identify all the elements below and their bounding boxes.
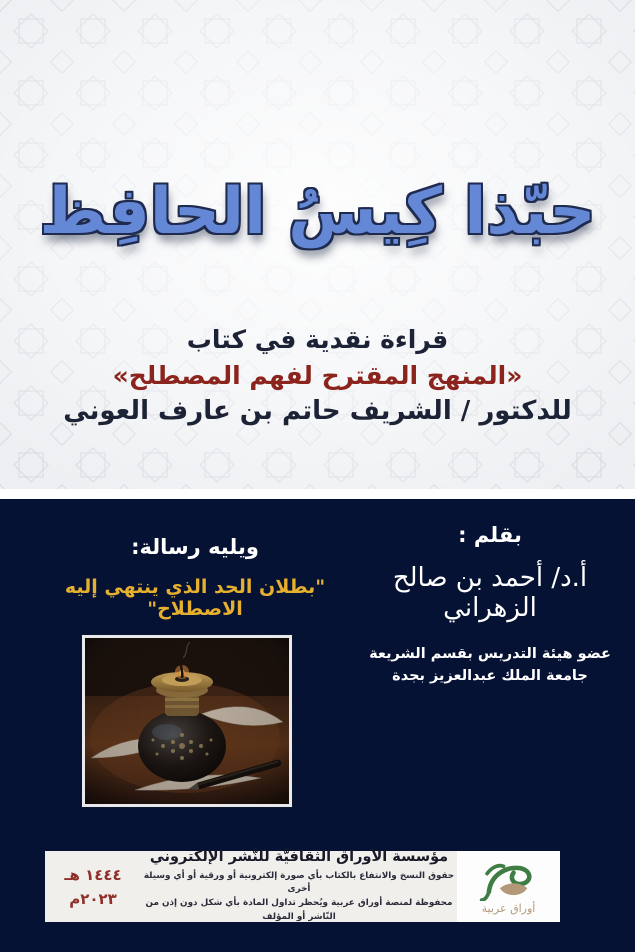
copyright-line2: محفوظة لمنصة أوراق عربية ويُحظر تداول المادة بأي شكل دون إذن من النّاشر أو المؤلف xyxy=(145,898,453,922)
byline-label: بقلم : xyxy=(458,523,522,547)
publisher-logo-icon xyxy=(477,859,541,901)
appendix-column xyxy=(25,535,365,620)
publisher-name: مؤسسة الأوراق الثقافيَّة للنَّشر الإلكتروني xyxy=(149,848,449,865)
inkwell-and-quill-illustration xyxy=(85,638,289,804)
publisher-logo-panel xyxy=(457,851,560,922)
gregorian-year: ٢٠٢٣م xyxy=(69,889,117,908)
author-name: أ.د/ أحمد بن صالح الزهراني xyxy=(392,563,588,623)
publisher-logo-text: أوراق عربية xyxy=(481,901,536,915)
cover-bottom-section xyxy=(0,499,635,952)
subtitle-intro-line: قراءة نقدية في كتاب xyxy=(186,325,449,354)
byline-column xyxy=(345,523,635,688)
author-role-line1: عضو هيئة التدريس بقسم الشريعة xyxy=(369,646,611,662)
copyright-line1: حقوق النسخ والانتفاع بالكتاب بأي صورة إلكترونية أو ورقية أو أي وسيلة أخرى xyxy=(143,870,455,895)
hijri-year: ١٤٤٤ هـ xyxy=(64,865,122,884)
subtitle-block xyxy=(0,322,635,430)
section-divider xyxy=(0,489,635,499)
inkwell-photo xyxy=(82,635,292,807)
appendix-treatise-title: "بطلان الحد الذي ينتهي إليه الاصطلاح" xyxy=(64,576,326,620)
author-role-line2: جامعة الملك عبدالعزيز بجدة xyxy=(392,668,588,685)
appendix-label: ويليه رسالة: xyxy=(131,535,259,559)
publication-dates xyxy=(45,851,141,922)
publisher-info xyxy=(141,848,457,922)
reviewed-book-author: للدكتور / الشريف حاتم بن عارف العوني xyxy=(63,396,572,426)
publisher-footer-bar xyxy=(45,848,560,922)
reviewed-book-title: «المنهج المقترح لفهم المصطلح» xyxy=(112,360,523,390)
book-main-title: حبّذا كِيسُ الحافِظ xyxy=(39,175,596,249)
